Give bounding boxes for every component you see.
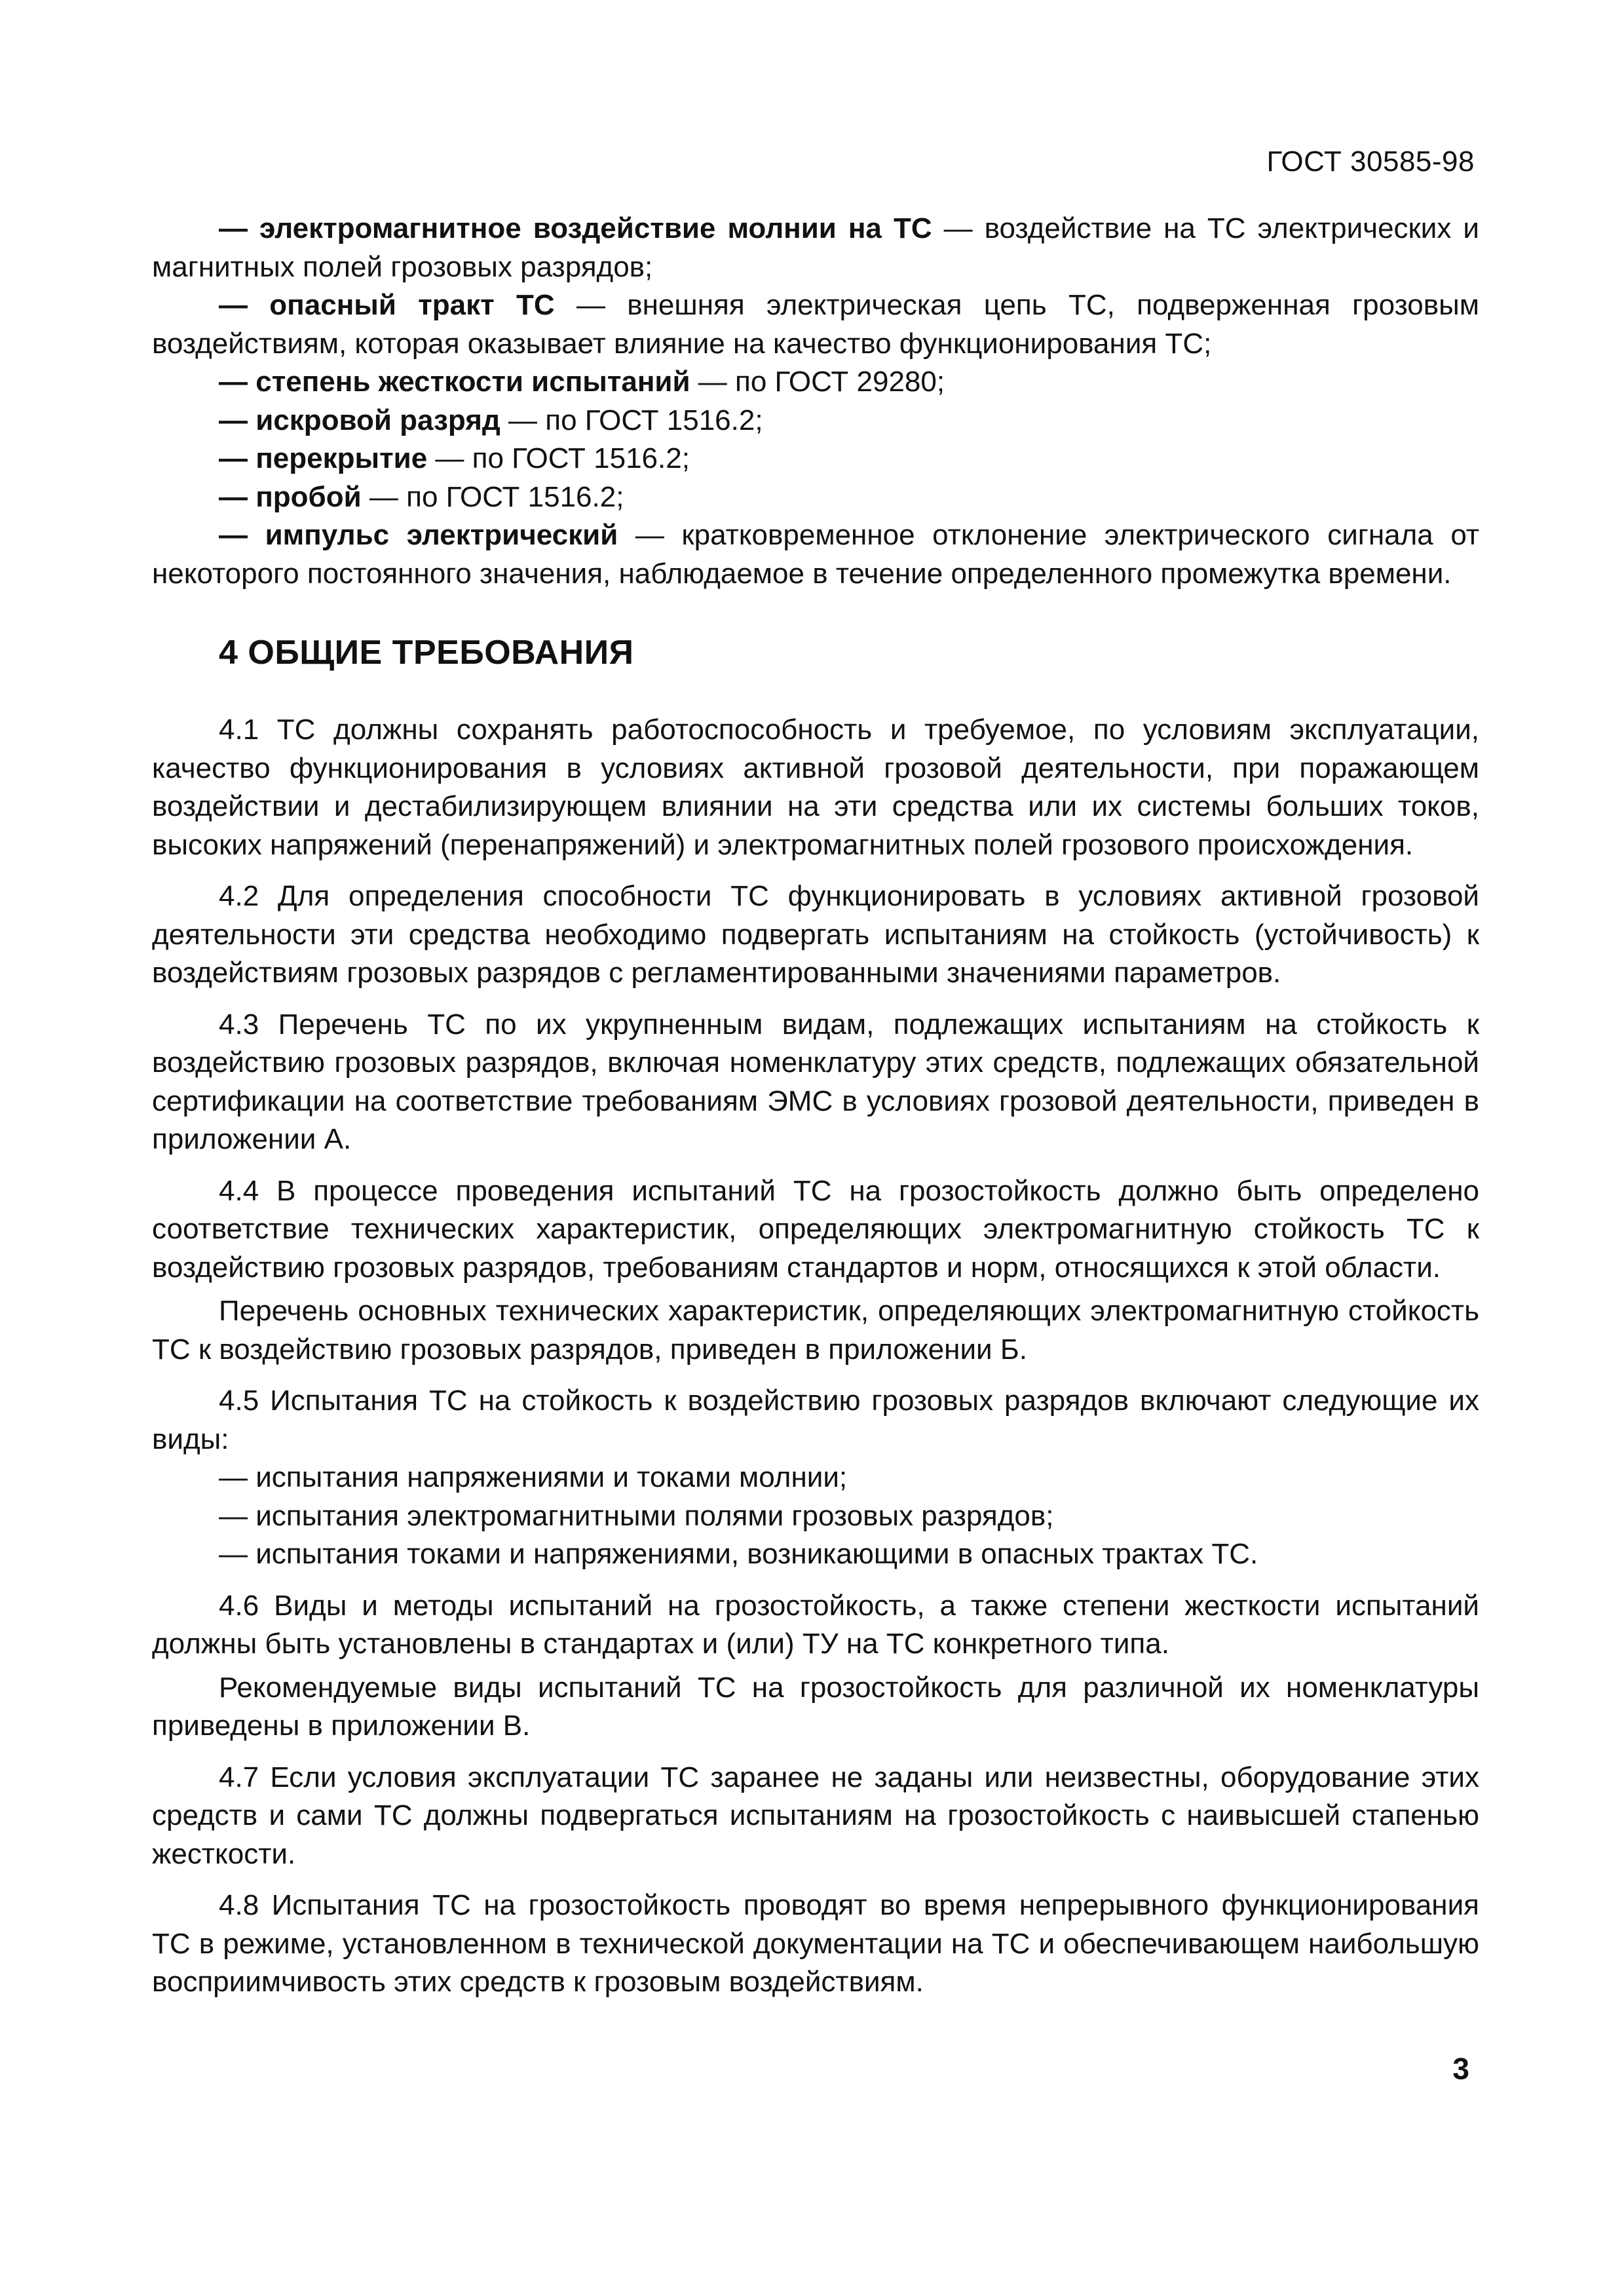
paragraph-4-6-continued: Рекомендуемые виды испытаний ТС на грозостойкость для различной их номенклатуры приведены в приложении В. bbox=[152, 1671, 1479, 1742]
definition-text: — кратковременное отклонение электрического сигнала от некоторого постоянного значения, наблюдаемое в течение определенного промежутка времени. bbox=[152, 519, 1479, 590]
definition-term: — степень жесткости испытаний bbox=[219, 366, 690, 398]
definition-text: — воздействие на ТС электрических и магнитных полей грозовых разрядов; bbox=[152, 212, 1479, 283]
definition-item bbox=[152, 440, 1479, 478]
definition-text: — по ГОСТ 1516.2; bbox=[427, 442, 690, 474]
definition-term: — электромагнитное воздействие молнии на ТС bbox=[219, 212, 932, 244]
list-item: — испытания напряжениями и токами молнии; bbox=[219, 1461, 848, 1493]
paragraph-4-4: 4.4 В процессе проведения испытаний ТС на грозостойкость должно быть определено соответствие технических характеристик, определяющих электромагнитную стойкость ТС к воздействию грозовых разрядов, требованиям стандартов и норм, относящихся к этой области. bbox=[152, 1174, 1479, 1284]
section-title: 4 ОБЩИЕ ТРЕБОВАНИЯ bbox=[219, 634, 634, 672]
document-code: ГОСТ 30585-98 bbox=[1266, 145, 1475, 178]
definition-item bbox=[152, 478, 1479, 517]
list-item: — испытания токами и напряжениями, возникающими в опасных трактах ТС. bbox=[219, 1538, 1258, 1570]
paragraph-4-7: 4.7 Если условия эксплуатации ТС заранее не заданы или неизвестны, оборудование этих средств и сами ТС должны подвергаться испытаниям на грозостойкость с наивысшей стапенью жесткости. bbox=[152, 1761, 1479, 1870]
page-number: 3 bbox=[1452, 2052, 1469, 2086]
definition-text: — по ГОСТ 1516.2; bbox=[361, 480, 624, 513]
definition-item bbox=[152, 210, 1479, 286]
paragraph-4-1: 4.1 ТС должны сохранять работоспособность и требуемое, по условиям эксплуатации, качество функционирования в условиях активной грозовой деятельности, при поражающем воздействии и дестабилизирующем влиянии на эти средства или их системы больших токов, высоких напряжений (перенапряжений) и электромагнитных полей грозового происхождения. bbox=[152, 714, 1479, 861]
definition-item bbox=[152, 286, 1479, 363]
paragraph-4-6: 4.6 Виды и методы испытаний на грозостойкость, а также степени жесткости испытаний должны быть установлены в стандартах и (или) ТУ на ТС конкретного типа. bbox=[152, 1589, 1479, 1660]
paragraph-4-4-continued: Перечень основных технических характеристик, определяющих электромагнитную стойкость ТС к воздействию грозовых разрядов, приведен в приложении Б. bbox=[152, 1295, 1479, 1366]
definition-text: — по ГОСТ 29280; bbox=[690, 366, 945, 398]
paragraph-4-2: 4.2 Для определения способности ТС функционировать в условиях активной грозовой деятельности эти средства необходимо подвергать испытаниям на стойкость (устойчивость) к воздействиям грозовых разрядов с регламентированными значениями параметров. bbox=[152, 880, 1479, 989]
definition-text: — внешняя электрическая цепь ТС, подверженная грозовым воздействиям, которая оказывает влияние на качество функционирования ТС; bbox=[152, 289, 1479, 360]
paragraph-4-3: 4.3 Перечень ТС по их укрупненным видам, подлежащих испытаниям на стойкость к воздействию грозовых разрядов, включая номенклатуру этих средств, подлежащих обязательной сертификации на соответствие требованиям ЭМС в условиях грозовой деятельности, приведен в приложении А. bbox=[152, 1008, 1479, 1155]
paragraph-4-5: 4.5 Испытания ТС на стойкость к воздействию грозовых разрядов включают следующие их виды: bbox=[152, 1385, 1479, 1455]
definition-item bbox=[152, 363, 1479, 402]
paragraph-4-8: 4.8 Испытания ТС на грозостойкость проводят во время непрерывного функционирования ТС в режиме, установленном в технической документации на ТС и обеспечивающем наибольшую восприимчивость этих средств к грозовым воздействиям. bbox=[152, 1889, 1479, 1998]
list-item: — испытания электромагнитными полями грозовых разрядов; bbox=[219, 1499, 1054, 1532]
definition-term: — опасный тракт ТС bbox=[219, 289, 555, 321]
definition-term: — импульс электрический bbox=[219, 519, 618, 551]
definition-term: — пробой bbox=[219, 480, 362, 513]
definition-item bbox=[152, 402, 1479, 440]
definition-text: — по ГОСТ 1516.2; bbox=[500, 404, 763, 436]
definition-term: — перекрытие bbox=[219, 442, 428, 474]
definition-item bbox=[152, 516, 1479, 593]
page-content bbox=[152, 210, 1479, 2015]
definition-term: — искровой разряд bbox=[219, 404, 500, 436]
